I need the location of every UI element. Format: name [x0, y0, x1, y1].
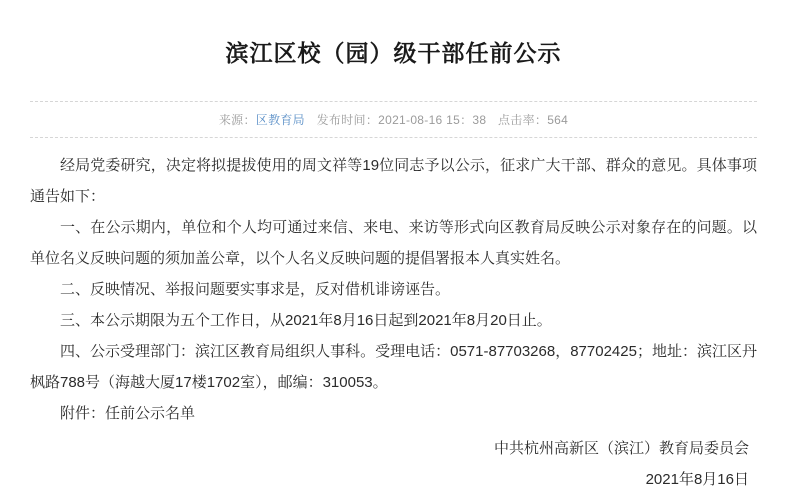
article-paragraph: 一、在公示期内，单位和个人均可通过来信、来电、来访等形式向区教育局反映公示对象存在的问题。以单位名义反映问题的须加盖公章，以个人名义反映问题的提倡署报本人真实姓名。 [30, 219, 757, 267]
meta-publish-time [317, 111, 487, 128]
article-meta-bar [30, 101, 757, 138]
article-page [0, 15, 787, 488]
meta-publish-label: 发布时间： [316, 113, 379, 127]
article-paragraph: 三、本公示期限为五个工作日，从2021年8月16日起到2021年8月20日止。 [60, 312, 552, 329]
article-body [30, 138, 757, 429]
article-paragraph: 四、公示受理部门：滨江区教育局组织人事科。受理电话：0571-87703268，87702425；地址：滨江区丹枫路788号（海越大厦17楼1702室），邮编：310053。 [30, 343, 757, 391]
article-signature [30, 433, 757, 495]
article-paragraph: 二、反映情况、举报问题要实事求是，反对借机诽谤诬告。 [60, 281, 451, 298]
article-attachment-line: 附件：任前公示名单 [60, 405, 196, 422]
meta-hits-value: 564 [547, 113, 569, 127]
meta-source [219, 111, 305, 128]
article-paragraph: 经局党委研究，决定将拟提拔使用的周文祥等19位同志予以公示，征求广大干部、群众的意见。具体事项通告如下： [30, 157, 757, 205]
meta-source-value[interactable]: 区教育局 [255, 113, 305, 127]
meta-source-label: 来源： [218, 113, 256, 127]
meta-hits [498, 111, 568, 128]
meta-hits-label: 点击率： [498, 113, 548, 127]
signature-date: 2021年8月16日 [645, 471, 749, 488]
signature-org: 中共杭州高新区（滨江）教育局委员会 [493, 440, 749, 457]
page-title: 滨江区校（园）级干部任前公示 [225, 40, 562, 67]
meta-publish-value: 2021-08-16 15：38 [378, 113, 487, 127]
